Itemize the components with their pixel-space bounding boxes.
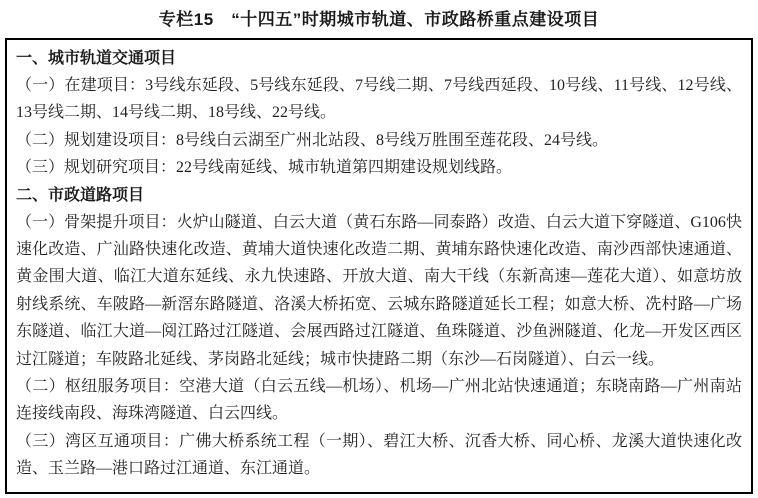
- paragraph-road-framework-upgrade: （一）骨架提升项目：火炉山隧道、白云大道（黄石东路—同泰路）改造、白云大道下穿隧道、G106快速化改造、广汕路快速化改造、黄埔大道快速化改造二期、黄埔东路快速化改造、南沙西部快速通道、黄金围大道、临江大道东延线、永九快速路、开放大道、南大干线（东新高速—莲花大道）、如意坊放射线系统、车陂路—新滘东路隧道、洛溪大桥拓宽、云城东路隧道延长工程；如意大桥、冼村路—广场东隧道、临江大道—阅江路过江隧道、会展西路过江隧道、鱼珠隧道、沙鱼洲隧道、化龙—开发区西区过江隧道；车陂路北延线、茅岗路北延线；城市快捷路二期（东沙—石岗隧道）、白云一线。: [16, 213, 742, 368]
- page-title: 专栏15 “十四五”时期城市轨道、市政路桥重点建设项目: [158, 10, 600, 29]
- paragraph-rail-under-construction: （一）在建项目：3号线东延段、5号线东延段、7号线二期、7号线西延段、10号线、11号线、12号线、13号线二期、14号线二期、18号线、22号线。: [16, 77, 742, 122]
- paragraph-road-hub-service: （二）枢纽服务项目：空港大道（白云五线—机场）、机场—广州北站快速通道；东晓南路—广州南站连接线南段、海珠湾隧道、白云四线。: [16, 378, 742, 423]
- content-box: [5, 38, 753, 494]
- section-heading-urban-rail: 一、城市轨道交通项目: [16, 50, 177, 67]
- section-heading-municipal-roads: 二、市政道路项目: [16, 186, 145, 204]
- paragraph-rail-planning-research: （三）规划研究项目：22号线南延线、城市轨道第四期建设规划线路。: [16, 159, 513, 177]
- paragraph-road-bay-area-interconnection: （三）湾区互通项目：广佛大桥系统工程（一期）、碧江大桥、沉香大桥、同心桥、龙溪大道快速化改造、玉兰路—港口路过江通道、东江通道。: [16, 432, 742, 478]
- paragraph-rail-planned-construction: （二）规划建设项目：8号线白云湖至广州北站段、8号线万胜围至莲花段、24号线。: [16, 131, 609, 149]
